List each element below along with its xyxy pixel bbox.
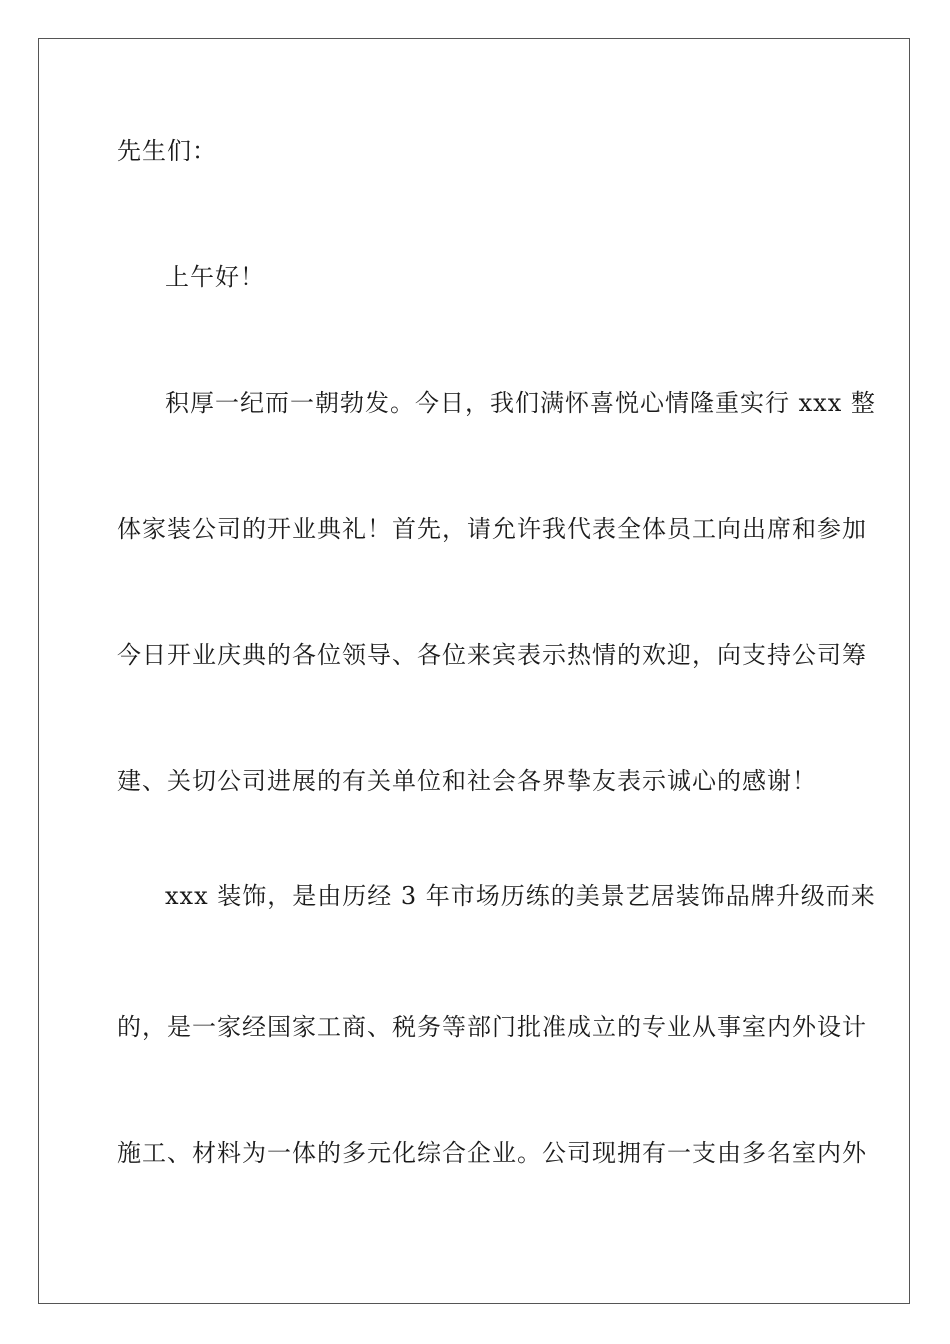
salutation-line: 先生们： xyxy=(117,137,217,165)
paragraph-1-line-4: 建、关切公司进展的有关单位和社会各界挚友表示诚心的感谢！ xyxy=(117,767,817,795)
paragraph-1-line-2: 体家装公司的开业典礼！首先，请允许我代表全体员工向出席和参加 xyxy=(117,515,867,543)
paragraph-1-line-3: 今日开业庆典的各位领导、各位来宾表示热情的欢迎，向支持公司筹 xyxy=(117,641,867,669)
paragraph-2-line-3: 施工、材料为一体的多元化综合企业。公司现拥有一支由多名室内外 xyxy=(117,1139,867,1167)
paragraph-2-line-1: xxx 装饰，是由历经 3 年市场历练的美景艺居装饰品牌升级而来 xyxy=(165,882,876,910)
paragraph-1-line-1: 积厚一纪而一朝勃发。今日，我们满怀喜悦心情隆重实行 xxx 整 xyxy=(165,389,876,417)
page-border xyxy=(38,38,910,1304)
greeting-line: 上午好！ xyxy=(165,263,265,291)
paragraph-2-line-2: 的，是一家经国家工商、税务等部门批准成立的专业从事室内外设计 xyxy=(117,1013,867,1041)
